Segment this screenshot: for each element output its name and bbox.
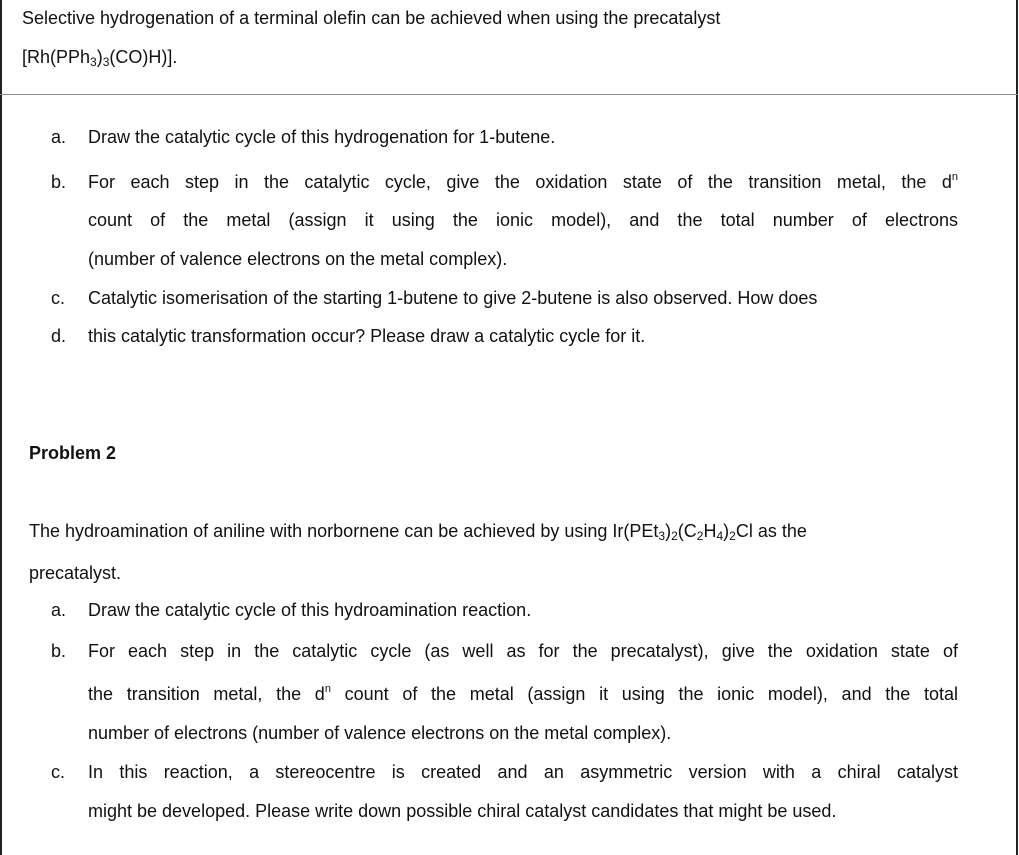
p1-item-a-marker: a. [51, 127, 67, 147]
intro-line-1: Selective hydrogenation of a terminal olefin can be achieved when using the precatalyst [22, 8, 721, 28]
p2-intro-line-1: The hydroamination of aniline with norbornene can be achieved by using $Ir(PEt_3)_2(C_2H_4)_2Cl$ as the [29, 521, 807, 543]
p1-item-b-marker: b. [51, 172, 67, 192]
p2-item-a-text: Draw the catalytic cycle of this hydroamination reaction. [88, 600, 532, 620]
p1-item-d-marker: d. [51, 326, 67, 346]
p2-item-b-line-2: the transition metal, the $d^n$ count of the metal (assign it using the ionic model), and the total [88, 683, 958, 704]
p2-item-b-line-1: For each step in the catalytic cycle (as well as for the precatalyst), give the oxidation state of [88, 641, 958, 661]
page-border-left [0, 0, 2, 855]
section-divider [0, 94, 1018, 95]
p1-item-b-line-2: count of the metal (assign it using the ionic model), and the total number of electrons [88, 210, 958, 230]
p1-item-b-line-1: For each step in the catalytic cycle, give the oxidation state of the transition metal, the $d^n$ [88, 171, 958, 192]
p2-item-b-line-3: number of electrons (number of valence electrons on the metal complex). [88, 723, 672, 743]
page-border-right [1016, 0, 1018, 855]
p1-item-c-marker: c. [51, 288, 66, 308]
p1-item-c-text: Catalytic isomerisation of the starting 1-butene to give 2-butene is also observed. How does [88, 288, 818, 308]
p2-item-c-line-2: might be developed. Please write down possible chiral catalyst candidates that might be used. [88, 801, 837, 821]
p1-item-d-text: this catalytic transformation occur? Please draw a catalytic cycle for it. [88, 326, 646, 346]
p2-item-a-marker: a. [51, 600, 67, 620]
p2-intro-line-2: precatalyst. [29, 563, 122, 583]
p2-item-c-line-1: In this reaction, a stereocentre is created and an asymmetric version with a chiral catalyst [88, 762, 958, 782]
p2-item-c-marker: c. [51, 762, 66, 782]
problem-2-heading: Problem 2 [29, 443, 117, 463]
intro-formula: $[Rh(PPh_3)_3(CO)H)$]. [22, 47, 178, 69]
p1-item-b-line-3: (number of valence electrons on the metal complex). [88, 249, 508, 269]
p1-item-a-text: Draw the catalytic cycle of this hydrogenation for 1-butene. [88, 127, 556, 147]
p2-item-b-marker: b. [51, 641, 67, 661]
